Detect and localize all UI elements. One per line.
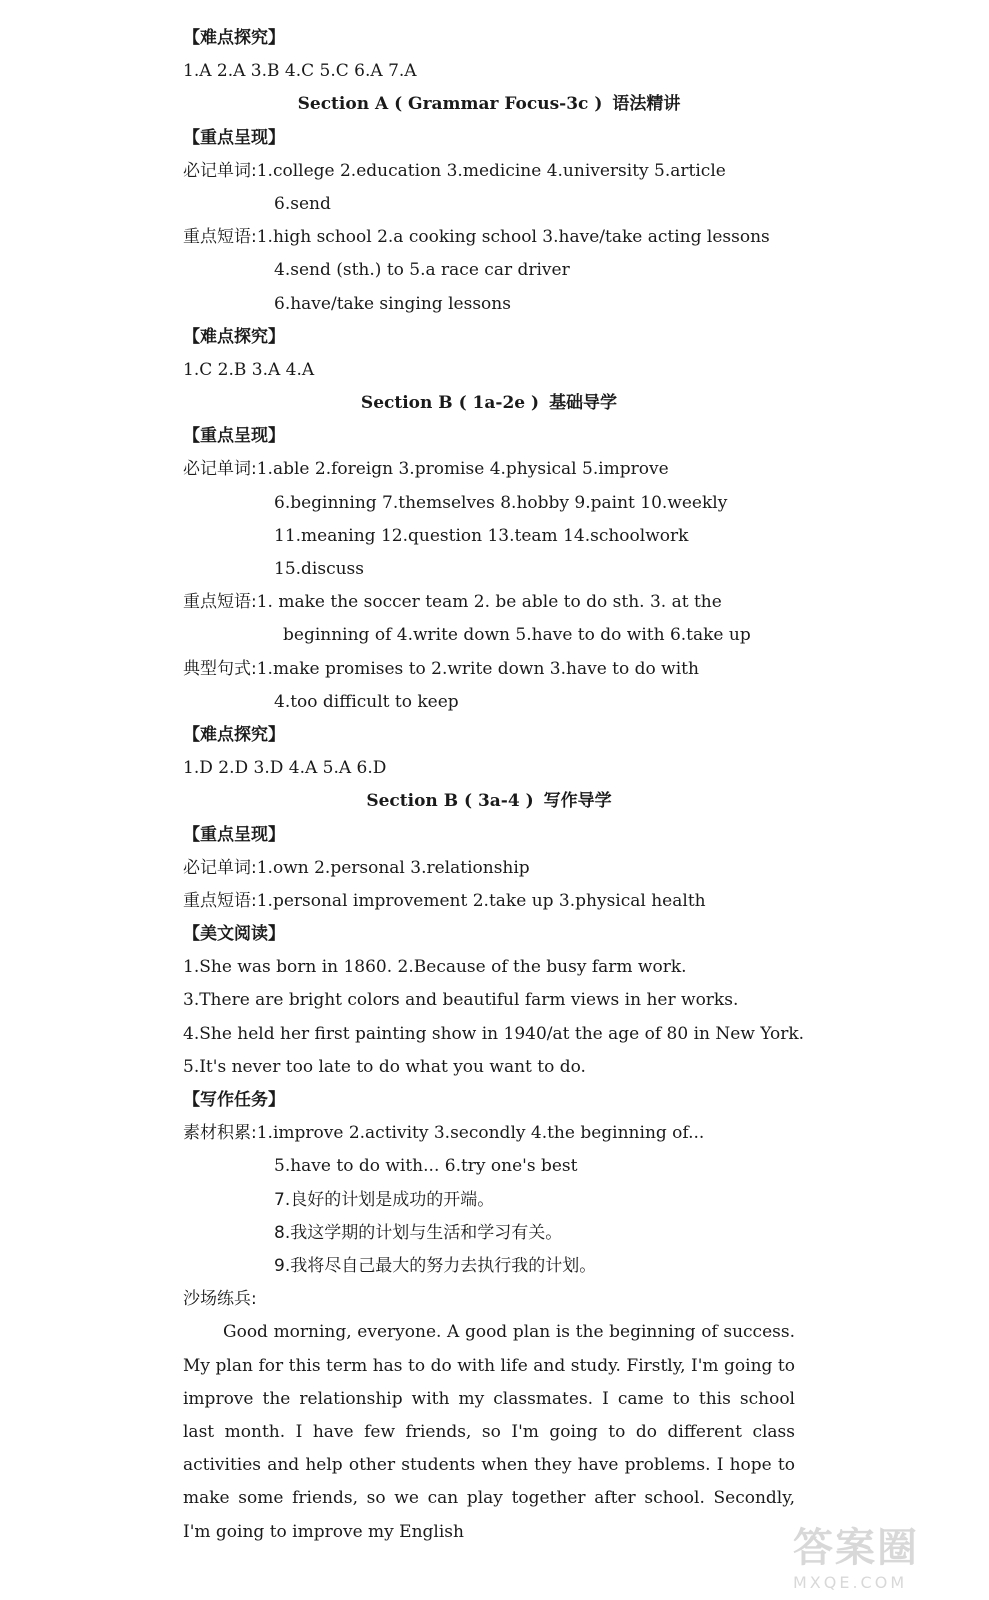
phrase-items: 1. make the soccer team 2. be able to do sth. 3. at the xyxy=(256,592,722,613)
section-title xyxy=(183,785,795,818)
answer-line: 1.A 2.A 3.B 4.C 5.C 6.A 7.A xyxy=(183,61,417,82)
essay-text: Good morning, everyone. A good plan is the beginning of success. My plan for this term has to do with life and study. Firstly, I'm going to improve the relationship with my classmates. I came to this school last month. I have few friends, so I'm going to do different class activities and help other students when they have problems. I hope to make some friends, so we can play together after school. Secondly, I'm going to improve my English xyxy=(183,1322,795,1542)
reading-answer: 4.She held her first painting show in 1940/at the age of 80 in New York. xyxy=(183,1023,805,1044)
phrase-label: 重点短语: xyxy=(183,227,257,248)
reading-answer: 5.It's never too late to do what you want to do. xyxy=(183,1056,586,1077)
vocab-line xyxy=(183,155,795,188)
section-heading-key: 【重点呈现】 xyxy=(183,824,285,845)
vocab-line xyxy=(183,852,795,885)
phrase-line xyxy=(183,586,795,619)
section-heading-difficulty: 【难点探究】 xyxy=(183,326,285,347)
reading-answer: 1.She was born in 1860. 2.Because of the busy farm work. xyxy=(183,957,687,978)
phrase-items: 1.high school 2.a cooking school 3.have/take acting lessons xyxy=(256,227,770,248)
vocab-line: 6.beginning 7.themselves 8.hobby 9.paint 10.weekly xyxy=(274,492,728,513)
answer-line: 1.D 2.D 3.D 4.A 5.A 6.D xyxy=(183,758,387,779)
practice-label: 沙场练兵: xyxy=(183,1289,257,1310)
section-heading-key: 【重点呈现】 xyxy=(183,127,285,148)
phrase-line: beginning of 4.write down 5.have to do with 6.take up xyxy=(283,625,751,646)
section-heading-reading: 【美文阅读】 xyxy=(183,924,285,945)
section-heading-key: 【重点呈现】 xyxy=(183,426,285,447)
vocab-items: 1.college 2.education 3.medicine 4.university 5.article xyxy=(256,160,726,181)
material-line xyxy=(183,1117,795,1150)
vocab-line: 6.send xyxy=(274,193,331,214)
vocab-items: 1.own 2.personal 3.relationship xyxy=(256,857,530,878)
phrase-line: 6.have/take singing lessons xyxy=(274,293,511,314)
phrase-line xyxy=(183,885,795,918)
section-title-cn: 基础导学 xyxy=(549,393,618,414)
sentence-line xyxy=(183,653,795,686)
reading-answer: 3.There are bright colors and beautiful farm views in her works. xyxy=(183,990,739,1011)
watermark-text: 答案圈 xyxy=(793,1525,919,1571)
material-items: 1.improve 2.activity 3.secondly 4.the beginning of... xyxy=(256,1123,705,1144)
section-title-en: Section B ( 3a-4 ) xyxy=(366,791,534,812)
vocab-line xyxy=(183,453,795,486)
vocab-label: 必记单词: xyxy=(183,160,257,181)
section-title-cn: 语法精讲 xyxy=(612,94,681,115)
vocab-line: 15.discuss xyxy=(274,559,364,579)
section-title-cn: 写作导学 xyxy=(543,791,612,812)
section-title-en: Section A ( Grammar Focus-3c ) xyxy=(297,94,603,115)
answer-page xyxy=(183,22,805,1549)
section-title xyxy=(183,88,795,121)
essay-paragraph xyxy=(183,1316,795,1548)
vocab-label: 必记单词: xyxy=(183,857,257,878)
material-line: 9.我将尽自己最大的努力去执行我的计划。 xyxy=(274,1255,597,1276)
section-heading-difficulty: 【难点探究】 xyxy=(183,28,285,48)
material-line: 8.我这学期的计划与生活和学习有关。 xyxy=(274,1222,563,1243)
section-title-en: Section B ( 1a-2e ) xyxy=(360,393,540,414)
answer-line: 1.C 2.B 3.A 4.A xyxy=(183,359,315,380)
vocab-label: 必记单词: xyxy=(183,459,257,480)
sentence-label: 典型句式: xyxy=(183,658,257,679)
vocab-line: 11.meaning 12.question 13.team 14.schoolwork xyxy=(274,525,689,546)
phrase-label: 重点短语: xyxy=(183,592,257,613)
phrase-items: 1.personal improvement 2.take up 3.physical health xyxy=(256,890,706,911)
section-heading-writing: 【写作任务】 xyxy=(183,1090,285,1110)
watermark-logo xyxy=(793,1516,983,1596)
phrase-label: 重点短语: xyxy=(183,890,257,911)
material-line: 5.have to do with... 6.try one's best xyxy=(274,1156,578,1177)
watermark-url: MXQE.COM xyxy=(793,1573,908,1592)
sentence-items: 1.make promises to 2.write down 3.have to do with xyxy=(256,658,699,679)
phrase-line xyxy=(183,221,795,254)
phrase-line: 4.send (sth.) to 5.a race car driver xyxy=(274,260,570,281)
material-label: 素材积累: xyxy=(183,1123,257,1144)
sentence-line: 4.too difficult to keep xyxy=(274,691,459,712)
vocab-items: 1.able 2.foreign 3.promise 4.physical 5.improve xyxy=(256,459,669,480)
section-heading-difficulty: 【难点探究】 xyxy=(183,724,285,745)
material-line: 7.良好的计划是成功的开端。 xyxy=(274,1189,495,1210)
section-title xyxy=(183,387,795,420)
